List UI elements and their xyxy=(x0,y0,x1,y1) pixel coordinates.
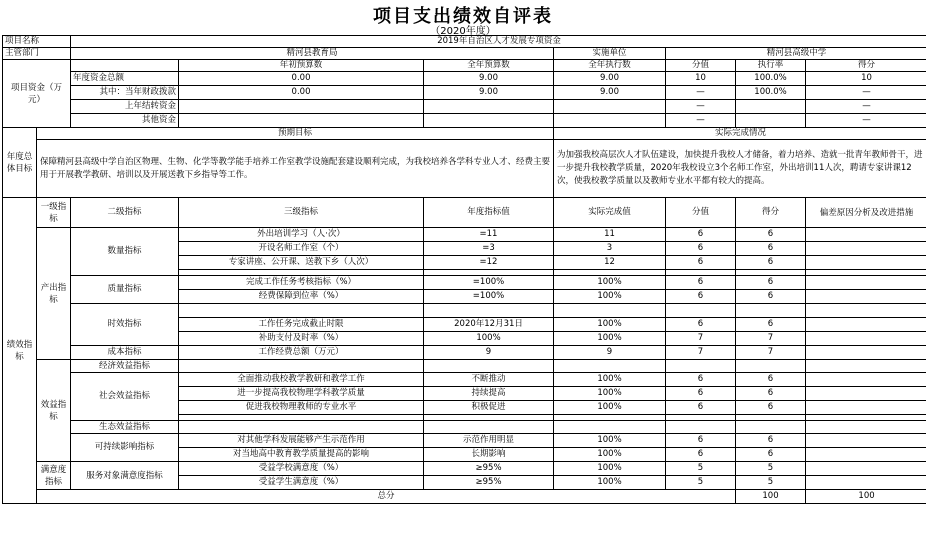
indicator-name: 进一步提高我校物理学科教学质量 xyxy=(179,387,424,401)
indicator-name: 经费保障到位率（%） xyxy=(179,290,424,304)
indicator-score: 6 xyxy=(666,318,736,332)
funds-rate: 100.0% xyxy=(736,86,806,100)
funds-score: — xyxy=(666,114,736,128)
indicator-remark xyxy=(806,332,926,346)
indicator-score: 6 xyxy=(666,256,736,270)
impl-value: 精河县高级中学 xyxy=(666,48,926,60)
indicator-score: 6 xyxy=(666,401,736,415)
funds-row xyxy=(3,86,926,100)
indicator-name: 对当地高中教育教学质量提高的影响 xyxy=(179,448,424,462)
goals-actual-text: 为加强我校高层次人才队伍建设，加快提升我校人才储备，着力培养、造就一批青年教师骨干，进一步提升我校教学质量，2020年我校设立3个名师工作室，外出培训11人次，聘请专家讲课12次，使我校教学质量以及教师专业水平都有较大的提高。 xyxy=(554,140,926,198)
funds-header-empty xyxy=(71,60,179,72)
perf-h1: 一级指标 xyxy=(37,198,71,228)
output-indicator-label: 产出指标 xyxy=(37,228,71,360)
indicator-remark xyxy=(806,290,926,304)
total-got: 100 xyxy=(806,490,926,504)
indicator-row xyxy=(3,346,926,360)
perf-h2: 二级指标 xyxy=(71,198,179,228)
goals-actual-header: 实际完成情况 xyxy=(554,128,926,140)
indicator-got: 7 xyxy=(736,346,806,360)
funds-exec xyxy=(554,100,666,114)
indicator-name: 专家讲座、公开课、送教下乡（人次） xyxy=(179,256,424,270)
funds-full: 9.00 xyxy=(424,86,554,100)
indicator-target: 2020年12月31日 xyxy=(424,318,554,332)
indicator-remark xyxy=(806,387,926,401)
indicator-actual: 100% xyxy=(554,290,666,304)
funds-h-rate: 执行率 xyxy=(736,60,806,72)
indicator-got: 6 xyxy=(736,448,806,462)
indicator-score: 6 xyxy=(666,373,736,387)
perf-h3: 三级指标 xyxy=(179,198,424,228)
indicator-score: 6 xyxy=(666,448,736,462)
indicator-target: 持续提高 xyxy=(424,387,554,401)
indicator-remark xyxy=(806,276,926,290)
indicator-row xyxy=(3,462,926,476)
indicator-actual: 9 xyxy=(554,346,666,360)
indicator-name: 受益学生满意度（%） xyxy=(179,476,424,490)
funds-score: 10 xyxy=(666,72,736,86)
goals-label: 年度总体目标 xyxy=(3,128,37,198)
indicator-got: 7 xyxy=(736,332,806,346)
indicator-remark xyxy=(806,346,926,360)
indicator-name: 全面推动我校教学教研和教学工作 xyxy=(179,373,424,387)
funds-score: — xyxy=(666,86,736,100)
indicator-row xyxy=(3,421,926,434)
indicator-name: 外出培训学习（人·次） xyxy=(179,228,424,242)
indicator-actual: 100% xyxy=(554,448,666,462)
dept-value: 精河县教育局 xyxy=(71,48,554,60)
indicator-name: 促进我校物理教师的专业水平 xyxy=(179,401,424,415)
funds-h-initial: 年初预算数 xyxy=(179,60,424,72)
indicator-score: 6 xyxy=(666,228,736,242)
indicator-score: 7 xyxy=(666,346,736,360)
funds-h-full: 全年预算数 xyxy=(424,60,554,72)
indicator-got: 6 xyxy=(736,256,806,270)
indicator-got: 6 xyxy=(736,276,806,290)
funds-rate xyxy=(736,114,806,128)
indicator-target: ≥95% xyxy=(424,476,554,490)
indicator-score: 5 xyxy=(666,462,736,476)
indicator-row xyxy=(3,360,926,373)
funds-full: 9.00 xyxy=(424,72,554,86)
sustain-indicator-label: 可持续影响指标 xyxy=(71,434,179,462)
indicator-got: 5 xyxy=(736,476,806,490)
indicator-got: 6 xyxy=(736,290,806,304)
funds-h-got: 得分 xyxy=(806,60,926,72)
indicator-remark xyxy=(806,242,926,256)
benefit-indicator-label: 效益指标 xyxy=(37,360,71,462)
funds-got: — xyxy=(806,100,926,114)
funds-exec xyxy=(554,114,666,128)
perf-h5: 实际完成值 xyxy=(554,198,666,228)
funds-row xyxy=(3,100,926,114)
impl-label: 实施单位 xyxy=(554,48,666,60)
cost-indicator-label: 成本指标 xyxy=(71,346,179,360)
funds-row xyxy=(3,114,926,128)
goals-expected-text: 保障精河县高级中学自治区物理、生物、化学等教学能手培养工作室教学设施配套建设顺利完成，为我校培养各学科专业人才、经费主要用于开展教学教研、培训以及开展送教下乡指导等工作。 xyxy=(37,140,554,198)
funds-row-label: 其他资金 xyxy=(71,114,179,128)
indicator-got: 6 xyxy=(736,318,806,332)
total-label: 总分 xyxy=(37,490,736,504)
indicator-target: 示范作用明显 xyxy=(424,434,554,448)
funds-h-score: 分值 xyxy=(666,60,736,72)
funds-full xyxy=(424,100,554,114)
indicator-target: =100% xyxy=(424,276,554,290)
project-name-value: 2019年自治区人才发展专项资金 xyxy=(71,36,926,48)
indicator-target: 不断推动 xyxy=(424,373,554,387)
indicator-got: 6 xyxy=(736,242,806,256)
indicator-target: 100% xyxy=(424,332,554,346)
quality-indicator-label: 质量指标 xyxy=(71,276,179,304)
funds-got: 10 xyxy=(806,72,926,86)
dept-row xyxy=(3,48,926,60)
funds-rate: 100.0% xyxy=(736,72,806,86)
goals-header-row xyxy=(3,128,926,140)
indicator-got: 6 xyxy=(736,401,806,415)
eco-indicator-label: 生态效益指标 xyxy=(71,421,179,434)
indicator-row xyxy=(3,304,926,318)
indicator-got: 5 xyxy=(736,462,806,476)
indicator-actual: 100% xyxy=(554,434,666,448)
time-indicator-label: 时效指标 xyxy=(71,304,179,346)
indicator-remark xyxy=(806,318,926,332)
funds-rate xyxy=(736,100,806,114)
indicator-remark xyxy=(806,448,926,462)
indicator-remark xyxy=(806,373,926,387)
indicator-target: =3 xyxy=(424,242,554,256)
indicator-score: 6 xyxy=(666,387,736,401)
funds-h-exec: 全年执行数 xyxy=(554,60,666,72)
indicator-target: =12 xyxy=(424,256,554,270)
funds-full xyxy=(424,114,554,128)
indicator-actual: 11 xyxy=(554,228,666,242)
project-name-row xyxy=(3,36,926,48)
indicator-actual: 100% xyxy=(554,462,666,476)
indicator-actual: 100% xyxy=(554,476,666,490)
indicator-name: 工作任务完成截止时限 xyxy=(179,318,424,332)
goals-content-row xyxy=(3,140,926,198)
funds-initial xyxy=(179,114,424,128)
indicator-score: 6 xyxy=(666,434,736,448)
goals-expected-header: 预期目标 xyxy=(37,128,554,140)
perf-label: 绩效指标 xyxy=(3,198,37,504)
qty-indicator-label: 数量指标 xyxy=(71,228,179,276)
funds-row-label: 年度资金总额 xyxy=(71,72,179,86)
funds-initial: 0.00 xyxy=(179,86,424,100)
indicator-name xyxy=(179,304,424,318)
funds-initial xyxy=(179,100,424,114)
indicator-row xyxy=(3,276,926,290)
dept-label: 主管部门 xyxy=(3,48,71,60)
indicator-row xyxy=(3,373,926,387)
funds-row-label: 其中：当年财政拨款 xyxy=(71,86,179,100)
funds-got: — xyxy=(806,114,926,128)
indicator-target: ≥95% xyxy=(424,462,554,476)
funds-exec: 9.00 xyxy=(554,72,666,86)
funds-row xyxy=(3,72,926,86)
indicator-actual: 100% xyxy=(554,276,666,290)
project-name-label: 项目名称 xyxy=(3,36,71,48)
indicator-actual: 100% xyxy=(554,332,666,346)
satisfaction-indicator-label: 满意度指标 xyxy=(37,462,71,490)
indicator-score: 5 xyxy=(666,476,736,490)
funds-score: — xyxy=(666,100,736,114)
indicator-remark xyxy=(806,401,926,415)
indicator-name: 补助支付及时率（%） xyxy=(179,332,424,346)
self-evaluation-table xyxy=(2,35,926,504)
total-row xyxy=(3,490,926,504)
indicator-actual: 100% xyxy=(554,401,666,415)
perf-header-row xyxy=(3,198,926,228)
indicator-name: 对其他学科发展能够产生示范作用 xyxy=(179,434,424,448)
social-indicator-label: 社会效益指标 xyxy=(71,373,179,421)
funds-header-row xyxy=(3,60,926,72)
indicator-target: =100% xyxy=(424,290,554,304)
perf-h7: 得分 xyxy=(736,198,806,228)
indicator-remark xyxy=(806,434,926,448)
perf-h8: 偏差原因分析及改进措施 xyxy=(806,198,926,228)
indicator-target: =11 xyxy=(424,228,554,242)
indicator-score: 6 xyxy=(666,242,736,256)
indicator-target: 积极促进 xyxy=(424,401,554,415)
indicator-got: 6 xyxy=(736,228,806,242)
indicator-score: 6 xyxy=(666,276,736,290)
indicator-name: 工作经费总额（万元） xyxy=(179,346,424,360)
indicator-remark xyxy=(806,462,926,476)
funds-initial: 0.00 xyxy=(179,72,424,86)
indicator-got: 6 xyxy=(736,387,806,401)
indicator-row xyxy=(3,434,926,448)
perf-h6: 分值 xyxy=(666,198,736,228)
page-subtitle: （2020年度） xyxy=(430,26,496,37)
perf-h4: 年度指标值 xyxy=(424,198,554,228)
indicator-name: 开设名师工作室（个） xyxy=(179,242,424,256)
indicator-actual: 100% xyxy=(554,318,666,332)
indicator-target: 9 xyxy=(424,346,554,360)
indicator-remark xyxy=(806,476,926,490)
econ-indicator-label: 经济效益指标 xyxy=(71,360,179,373)
page-title: 项目支出绩效自评表 xyxy=(373,6,553,27)
service-indicator-label: 服务对象满意度指标 xyxy=(71,462,179,490)
indicator-got: 6 xyxy=(736,373,806,387)
funds-exec: 9.00 xyxy=(554,86,666,100)
indicator-actual: 12 xyxy=(554,256,666,270)
indicator-name: 完成工作任务考核指标（%） xyxy=(179,276,424,290)
indicator-score: 7 xyxy=(666,332,736,346)
total-score: 100 xyxy=(736,490,806,504)
indicator-got: 6 xyxy=(736,434,806,448)
funds-got: — xyxy=(806,86,926,100)
indicator-target: 长期影响 xyxy=(424,448,554,462)
indicator-remark xyxy=(806,256,926,270)
indicator-actual: 100% xyxy=(554,387,666,401)
indicator-remark xyxy=(806,228,926,242)
funds-row-label: 上年结转资金 xyxy=(71,100,179,114)
indicator-actual: 3 xyxy=(554,242,666,256)
indicator-score: 6 xyxy=(666,290,736,304)
indicator-name: 受益学校满意度（%） xyxy=(179,462,424,476)
indicator-row xyxy=(3,228,926,242)
indicator-actual: 100% xyxy=(554,373,666,387)
funds-label: 项目资金（万元） xyxy=(3,60,71,128)
